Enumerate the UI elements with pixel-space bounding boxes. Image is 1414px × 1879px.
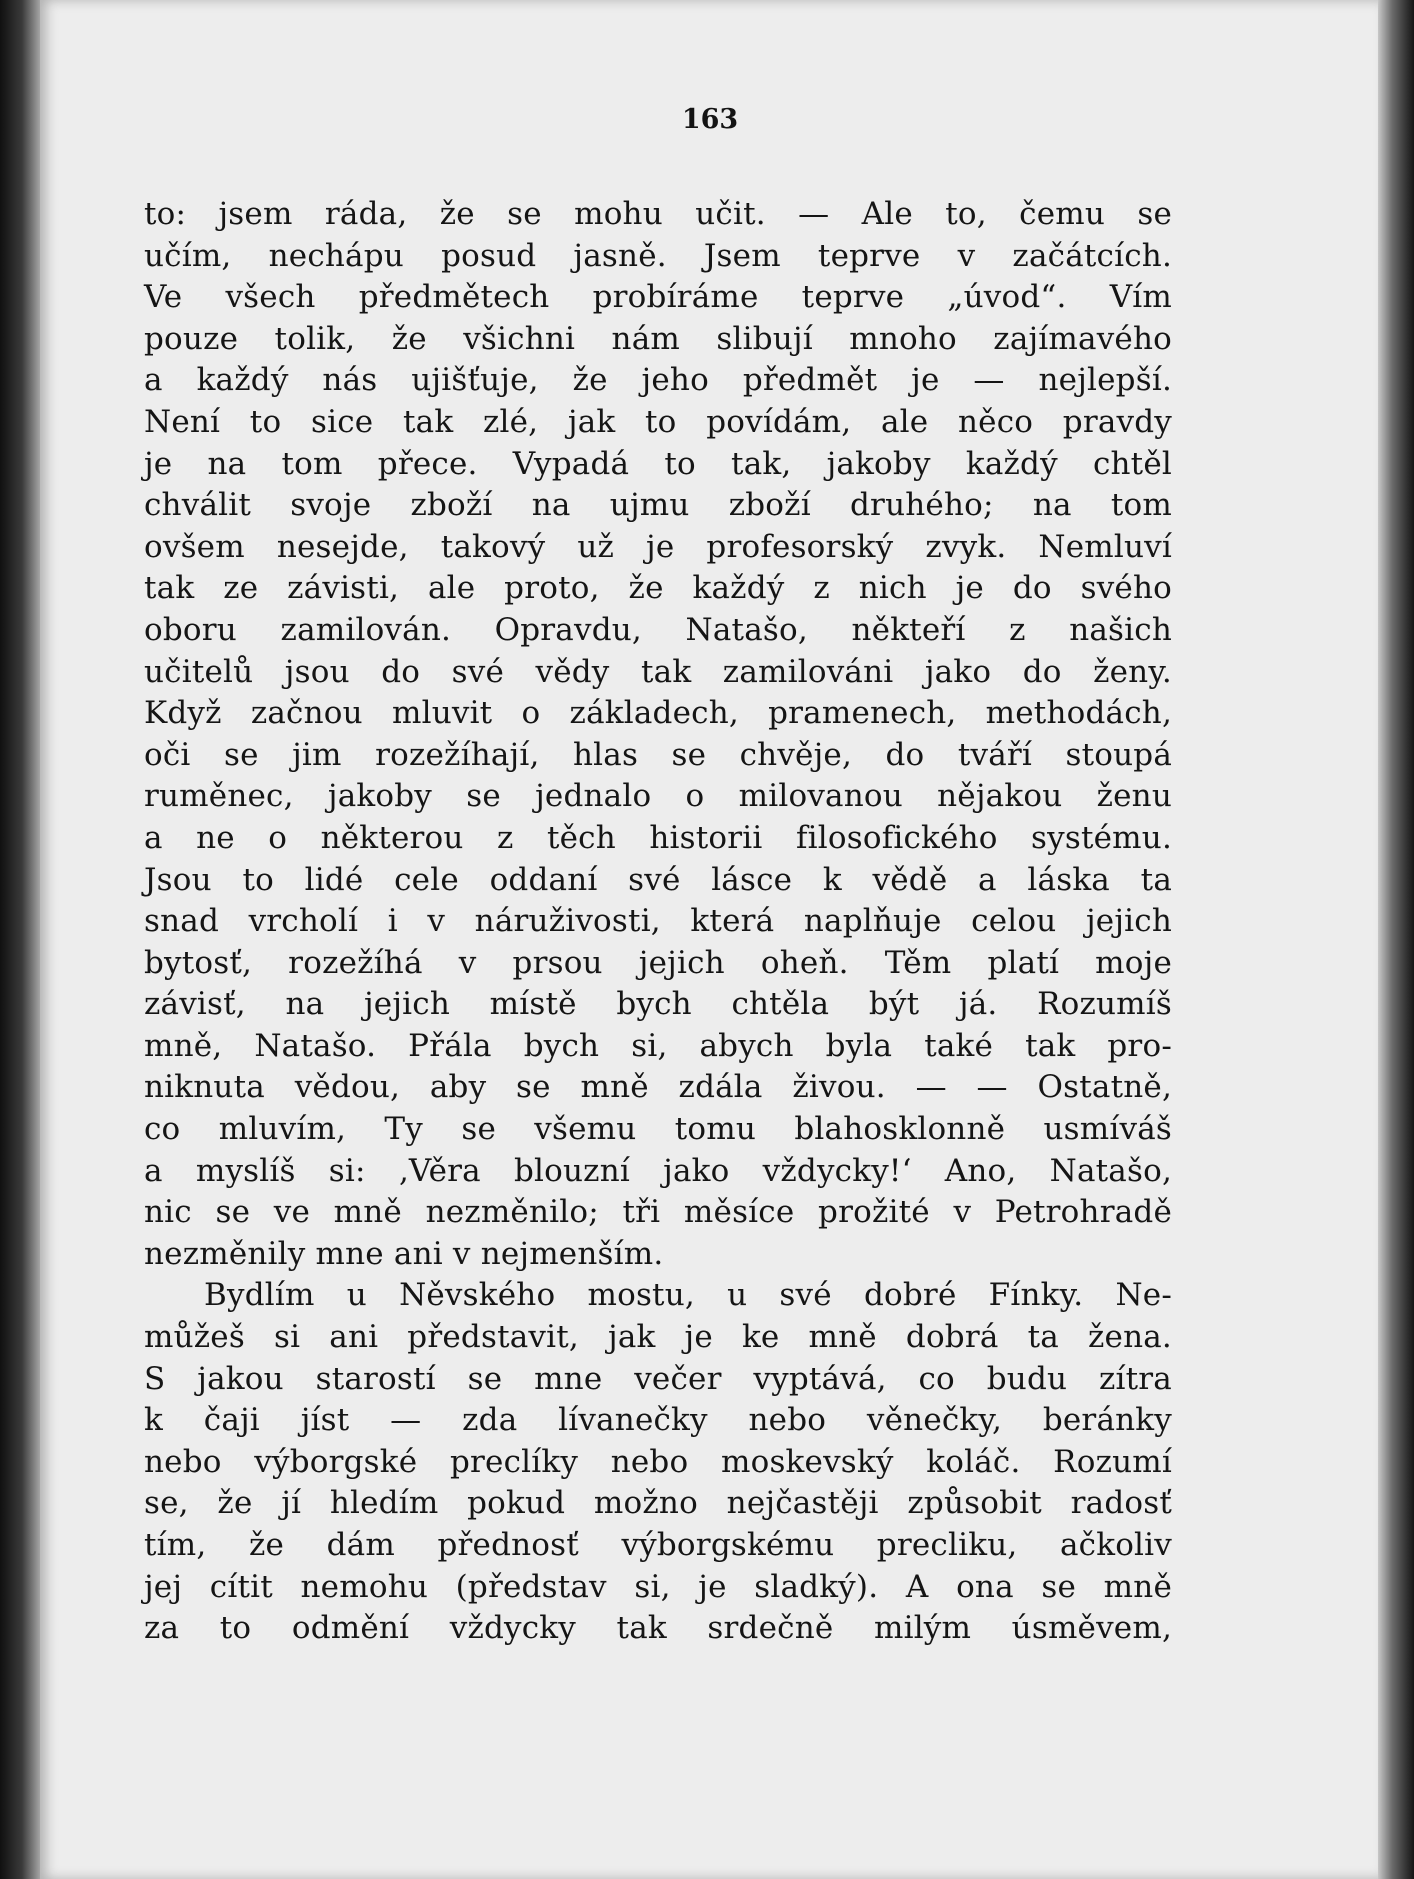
- text-line: chválit svoje zboží na ujmu zboží druhého; na tom: [144, 487, 1172, 524]
- text-line: k čaji jíst — zda lívanečky nebo věnečky, beránky: [144, 1402, 1172, 1439]
- text-line: závisť, na jejich místě bych chtěla být já. Rozumíš: [144, 986, 1172, 1023]
- text-line: ruměnec, jakoby se jednalo o milovanou nějakou ženu: [144, 778, 1172, 815]
- text-line: Bydlím u Něvského mostu, u své dobré Fínky. Ne-: [204, 1277, 1172, 1314]
- text-line: oboru zamilován. Opravdu, Natašo, někteří z našich: [144, 611, 1172, 648]
- book-binding-edge: [0, 0, 44, 1879]
- paragraph: [144, 194, 1172, 1275]
- text-line: za to odmění vždycky tak srdečně milým úsměvem,: [144, 1610, 1172, 1647]
- text-line: nebo výborgské preclíky nebo moskevský koláč. Rozumí: [144, 1443, 1172, 1480]
- text-line: můžeš si ani představit, jak je ke mně dobrá ta žena.: [144, 1319, 1172, 1356]
- book-page: [40, 0, 1380, 1879]
- text-line: učím, nechápu posud jasně. Jsem teprve v začátcích.: [144, 237, 1172, 274]
- text-line: snad vrcholí i v náruživosti, která naplňuje celou jejich: [144, 903, 1172, 940]
- text-line: S jakou starostí se mne večer vyptává, co budu zítra: [144, 1360, 1172, 1397]
- text-line: Není to sice tak zlé, jak to povídám, ale něco pravdy: [144, 403, 1172, 440]
- text-line: mně, Natašo. Přála bych si, abych byla také tak pro-: [144, 1027, 1172, 1064]
- text-line: co mluvím, Ty se všemu tomu blahosklonně usmíváš: [144, 1111, 1172, 1148]
- text-line: to: jsem ráda, že se mohu učit. — Ale to, čemu se: [144, 196, 1172, 232]
- text-line: Když začnou mluvit o základech, pramenech, methodách,: [144, 695, 1172, 732]
- text-line: nic se ve mně nezměnilo; tři měsíce prožité v Petrohradě: [144, 1194, 1172, 1231]
- text-line: se, že jí hledím pokud možno nejčastěji způsobit radosť: [144, 1485, 1172, 1522]
- text-line: učitelů jsou do své vědy tak zamilováni jako do ženy.: [144, 653, 1172, 690]
- page-right-edge-shadow: [1378, 0, 1414, 1879]
- text-line: a každý nás ujišťuje, že jeho předmět je — nejlepší.: [144, 362, 1172, 399]
- text-line: pouze tolik, že všichni nám slibují mnoho zajímavého: [144, 320, 1172, 357]
- page-body-text: [144, 194, 1172, 1650]
- text-line: Jsou to lidé cele oddaní své lásce k vědě a láska ta: [144, 861, 1172, 898]
- text-line: tak ze závisti, ale proto, že každý z nich je do svého: [144, 570, 1172, 607]
- text-line: ovšem nesejde, takový už je profesorský zvyk. Nemluví: [144, 528, 1172, 565]
- text-line: tím, že dám přednosť výborgskému precliku, ačkoliv: [144, 1527, 1172, 1563]
- text-line: oči se jim rozežíhají, hlas se chvěje, do tváří stoupá: [144, 736, 1172, 773]
- paragraph: [144, 1275, 1172, 1649]
- text-line: jej cítit nemohu (představ si, je sladký). A ona se mně: [144, 1568, 1172, 1605]
- text-line: niknuta vědou, aby se mně zdála živou. — — Ostatně,: [144, 1069, 1172, 1106]
- text-line: a myslíš si: ‚Věra blouzní jako vždycky!‘ Ano, Natašo,: [144, 1152, 1172, 1189]
- page-number: 163: [681, 104, 739, 135]
- text-line: a ne o některou z těch historii filosofického systému.: [144, 819, 1172, 856]
- text-line: Ve všech předmětech probíráme teprve „úvod“. Vím: [144, 279, 1172, 316]
- text-line: je na tom přece. Vypadá to tak, jakoby každý chtěl: [144, 445, 1172, 482]
- text-line: bytosť, rozežíhá v prsou jejich oheň. Těm platí moje: [144, 944, 1172, 981]
- text-line: nezměnily mne ani v nejmenším.: [144, 1235, 664, 1272]
